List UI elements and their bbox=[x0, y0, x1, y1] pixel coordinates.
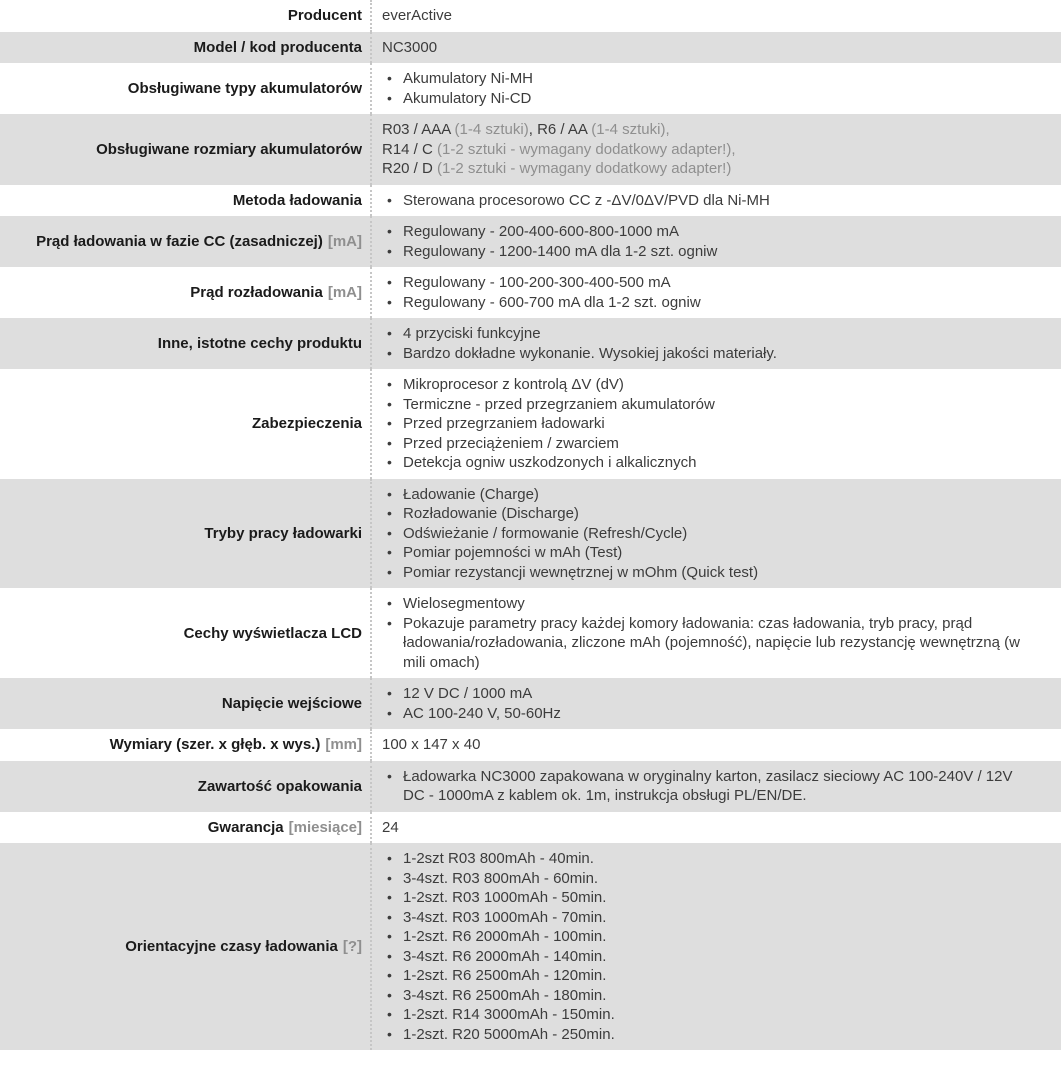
spec-value-text bbox=[403, 614, 1031, 673]
spec-label bbox=[0, 32, 370, 64]
spec-value-segment: 1-2szt. R20 5000mAh - 250min. bbox=[403, 1025, 615, 1043]
spec-label bbox=[0, 678, 370, 729]
spec-label-text: Wymiary (szer. x głęb. x wys.) bbox=[109, 736, 321, 754]
bullet-icon: • bbox=[387, 1025, 392, 1042]
spec-bullet-item bbox=[382, 414, 1031, 434]
spec-label bbox=[0, 0, 370, 32]
spec-label bbox=[0, 63, 370, 114]
spec-label bbox=[0, 216, 370, 267]
spec-value-text bbox=[403, 434, 1031, 454]
spec-label-text: Zabezpieczenia bbox=[251, 415, 362, 433]
spec-label bbox=[0, 812, 370, 844]
bullet-icon: • bbox=[387, 524, 392, 541]
spec-value-segment: Rozładowanie (Discharge) bbox=[403, 505, 579, 522]
spec-bullet-item bbox=[382, 453, 1031, 473]
unit-label: [miesiące] bbox=[288, 818, 362, 836]
spec-label-text: Obsługiwane rozmiary akumulatorów bbox=[96, 140, 362, 158]
spec-value-text bbox=[403, 849, 1031, 869]
bullet-icon: • bbox=[387, 544, 392, 560]
spec-value-segment: Sterowana procesorowo CC z -ΔV/0ΔV/PVD dla Ni-MH bbox=[403, 191, 770, 209]
spec-label-text: Napięcie wejściowe bbox=[221, 695, 362, 712]
bullet-icon: • bbox=[387, 242, 392, 259]
unit-label: [mA] bbox=[327, 233, 362, 250]
spec-value-segment: Regulowany - 1200-1400 mA dla 1-2 szt. ogniw bbox=[403, 242, 718, 260]
spec-bullet-item bbox=[382, 324, 1031, 344]
spec-value-segment: R03 / AAA bbox=[382, 121, 455, 138]
bullet-icon: • bbox=[387, 376, 392, 392]
spec-label-text: Prąd ładowania w fazie CC (zasadniczej) bbox=[36, 233, 323, 250]
spec-value bbox=[370, 114, 1061, 185]
spec-bullet-item bbox=[382, 242, 1031, 262]
spec-value-text bbox=[403, 222, 1031, 242]
spec-bullet-item bbox=[382, 684, 1031, 704]
spec-value bbox=[370, 216, 1061, 267]
spec-value-text bbox=[382, 7, 452, 24]
spec-value-text bbox=[403, 414, 1031, 434]
spec-row bbox=[0, 318, 1061, 369]
spec-bullet-item bbox=[382, 986, 1031, 1006]
bullet-icon: • bbox=[387, 485, 392, 502]
spec-value-segment: Pomiar pojemności w mAh (Test) bbox=[403, 544, 623, 561]
spec-value-segment: Przed przegrzaniem ładowarki bbox=[403, 415, 605, 432]
spec-value-segment: Regulowany - 600-700 mA dla 1-2 szt. ogniw bbox=[403, 293, 701, 311]
bullet-icon: • bbox=[387, 850, 392, 866]
spec-bullet-item bbox=[382, 191, 1031, 211]
spec-value-segment: , R6 / AA bbox=[528, 121, 592, 138]
bullet-icon: • bbox=[387, 908, 392, 925]
spec-label bbox=[0, 318, 370, 369]
bullet-icon: • bbox=[387, 967, 392, 983]
spec-value bbox=[370, 185, 1061, 217]
spec-label bbox=[0, 479, 370, 589]
spec-row bbox=[0, 843, 1061, 1050]
bullet-icon: • bbox=[387, 505, 392, 521]
bullet-icon: • bbox=[387, 344, 392, 361]
bullet-icon: • bbox=[387, 89, 392, 106]
spec-value-text bbox=[382, 736, 480, 753]
spec-row bbox=[0, 63, 1061, 114]
spec-value-segment: Ładowarka NC3000 zapakowana w oryginalny karton, zasilacz sieciowy AC 100-240V / 12V DC - 1000mA z kablem ok. 1m, instrukcja obsługi PL/EN/DE. bbox=[403, 767, 1013, 804]
bullet-icon: • bbox=[387, 563, 392, 580]
spec-bullet-item bbox=[382, 594, 1031, 614]
spec-value-segment: 24 bbox=[382, 818, 399, 836]
spec-value bbox=[370, 32, 1061, 64]
spec-bullet-item bbox=[382, 434, 1031, 454]
spec-value bbox=[370, 267, 1061, 318]
spec-value-text bbox=[403, 324, 1031, 344]
bullet-icon: • bbox=[387, 415, 392, 431]
bullet-icon: • bbox=[387, 767, 392, 784]
spec-text-line bbox=[382, 159, 1031, 179]
spec-value-text bbox=[403, 888, 1031, 908]
spec-row bbox=[0, 114, 1061, 185]
spec-bullet-item bbox=[382, 344, 1031, 364]
spec-bullet-item bbox=[382, 89, 1031, 109]
spec-value-text bbox=[403, 524, 1031, 544]
spec-label-text: Tryby pracy ładowarki bbox=[204, 524, 362, 542]
spec-value bbox=[370, 729, 1061, 761]
spec-value bbox=[370, 588, 1061, 678]
spec-label bbox=[0, 588, 370, 678]
bullet-icon: • bbox=[387, 191, 392, 208]
unit-label: [mm] bbox=[325, 736, 362, 754]
spec-value-segment: 3-4szt. R6 2500mAh - 180min. bbox=[403, 986, 607, 1004]
spec-row bbox=[0, 761, 1061, 812]
spec-value-segment: Odświeżanie / formowanie (Refresh/Cycle) bbox=[403, 524, 688, 542]
spec-value-text bbox=[403, 242, 1031, 262]
spec-value-segment: R20 / D bbox=[382, 160, 438, 177]
spec-label bbox=[0, 369, 370, 479]
spec-value-text bbox=[403, 191, 1031, 211]
spec-value-segment: 1-2szt R03 800mAh - 40min. bbox=[403, 850, 594, 867]
spec-bullet-item bbox=[382, 849, 1031, 869]
spec-value-segment: 4 przyciski funkcyjne bbox=[403, 325, 541, 342]
spec-value-text bbox=[382, 141, 736, 158]
bullet-icon: • bbox=[387, 704, 392, 721]
bullet-icon: • bbox=[387, 685, 392, 701]
spec-value-segment: Pokazuje parametry pracy każdej komory ładowania: czas ładowania, tryb pracy, prąd ładowania/rozładowania, zliczone mAh (pojemność), napięcie lub rezystancję wewnętrzną (w mili omach) bbox=[403, 614, 1020, 671]
spec-bullet-item bbox=[382, 614, 1031, 673]
spec-value-text bbox=[403, 1005, 1031, 1025]
spec-value-segment: Regulowany - 100-200-300-400-500 mA bbox=[403, 274, 671, 291]
spec-value-segment: Akumulatory Ni-MH bbox=[403, 70, 534, 87]
spec-value-segment: Akumulatory Ni-CD bbox=[403, 89, 532, 107]
spec-bullet-item bbox=[382, 395, 1031, 415]
spec-bullet-item bbox=[382, 927, 1031, 947]
spec-label-text: Zawartość opakowania bbox=[197, 777, 362, 795]
spec-value bbox=[370, 318, 1061, 369]
spec-row bbox=[0, 812, 1061, 844]
spec-row bbox=[0, 32, 1061, 64]
spec-bullet-item bbox=[382, 947, 1031, 967]
spec-value-text bbox=[403, 594, 1031, 614]
spec-bullet-item bbox=[382, 222, 1031, 242]
bullet-icon: • bbox=[387, 293, 392, 310]
spec-value-text bbox=[403, 375, 1031, 395]
bullet-icon: • bbox=[387, 869, 392, 886]
spec-value-segment: Pomiar rezystancji wewnętrznej w mOhm (Quick test) bbox=[403, 563, 759, 581]
spec-label bbox=[0, 114, 370, 185]
spec-row bbox=[0, 729, 1061, 761]
spec-bullet-item bbox=[382, 485, 1031, 505]
spec-text-line bbox=[382, 6, 1031, 26]
spec-bullet-item bbox=[382, 1025, 1031, 1045]
spec-text-line bbox=[382, 140, 1031, 160]
spec-value-text bbox=[403, 927, 1031, 947]
spec-value-segment: 1-2szt. R14 3000mAh - 150min. bbox=[403, 1006, 615, 1023]
spec-row bbox=[0, 185, 1061, 217]
spec-bullet-item bbox=[382, 966, 1031, 986]
spec-value bbox=[370, 812, 1061, 844]
spec-value bbox=[370, 0, 1061, 32]
bullet-icon: • bbox=[387, 454, 392, 470]
spec-value-muted-segment: (1-4 sztuki), bbox=[591, 121, 670, 138]
spec-label bbox=[0, 761, 370, 812]
bullet-icon: • bbox=[387, 614, 392, 631]
spec-value bbox=[370, 843, 1061, 1050]
spec-value-text bbox=[403, 273, 1031, 293]
spec-row bbox=[0, 267, 1061, 318]
spec-label-text: Producent bbox=[287, 7, 362, 25]
spec-value-text bbox=[403, 344, 1031, 364]
bullet-icon: • bbox=[387, 395, 392, 412]
spec-value-text bbox=[403, 869, 1031, 889]
spec-text-line bbox=[382, 38, 1031, 58]
bullet-icon: • bbox=[387, 274, 392, 290]
spec-value-segment: 1-2szt. R6 2000mAh - 100min. bbox=[403, 928, 607, 945]
spec-text-line bbox=[382, 818, 1031, 838]
spec-label-text: Model / kod producenta bbox=[193, 38, 362, 56]
spec-bullet-item bbox=[382, 888, 1031, 908]
spec-value-segment: AC 100-240 V, 50-60Hz bbox=[403, 704, 561, 722]
spec-label-text: Metoda ładowania bbox=[232, 191, 362, 209]
spec-bullet-item bbox=[382, 1005, 1031, 1025]
spec-label-text: Inne, istotne cechy produktu bbox=[157, 335, 362, 352]
unit-label: [mA] bbox=[327, 284, 362, 301]
spec-row bbox=[0, 0, 1061, 32]
spec-value-muted-segment: (1-4 sztuki) bbox=[454, 121, 529, 138]
spec-value-segment: Regulowany - 200-400-600-800-1000 mA bbox=[403, 223, 680, 240]
spec-label-text: Orientacyjne czasy ładowania bbox=[125, 938, 338, 955]
help-tooltip-trigger[interactable]: [?] bbox=[342, 938, 362, 955]
spec-label bbox=[0, 267, 370, 318]
spec-value-segment: 3-4szt. R03 800mAh - 60min. bbox=[403, 869, 599, 887]
bullet-icon: • bbox=[387, 434, 392, 451]
spec-bullet-item bbox=[382, 767, 1031, 806]
spec-bullet-item bbox=[382, 908, 1031, 928]
spec-value bbox=[370, 479, 1061, 589]
spec-value bbox=[370, 369, 1061, 479]
bullet-icon: • bbox=[387, 889, 392, 905]
spec-row bbox=[0, 369, 1061, 479]
spec-value-text bbox=[403, 986, 1031, 1006]
bullet-icon: • bbox=[387, 595, 392, 611]
bullet-icon: • bbox=[387, 325, 392, 341]
spec-row bbox=[0, 678, 1061, 729]
spec-value-text bbox=[403, 485, 1031, 505]
spec-label-text: Cechy wyświetlacza LCD bbox=[183, 624, 362, 642]
bullet-icon: • bbox=[387, 986, 392, 1003]
spec-value-segment: Przed przeciążeniem / zwarciem bbox=[403, 434, 619, 452]
spec-value-segment: Detekcja ogniw uszkodzonych i alkalicznych bbox=[403, 454, 697, 471]
spec-value-text bbox=[403, 69, 1031, 89]
spec-value-segment: 100 x 147 x 40 bbox=[382, 736, 481, 753]
spec-label-text: Prąd rozładowania bbox=[190, 284, 323, 301]
spec-value-text bbox=[403, 563, 1031, 583]
spec-value-text bbox=[382, 121, 670, 138]
spec-label-text: Gwarancja bbox=[207, 818, 284, 836]
spec-bullet-item bbox=[382, 293, 1031, 313]
spec-value bbox=[370, 63, 1061, 114]
spec-bullet-item bbox=[382, 504, 1031, 524]
spec-value-text bbox=[382, 819, 399, 836]
spec-value-segment: 1-2szt. R03 1000mAh - 50min. bbox=[403, 889, 607, 906]
spec-bullet-item bbox=[382, 563, 1031, 583]
spec-value-segment: Termiczne - przed przegrzaniem akumulatorów bbox=[403, 395, 715, 413]
spec-row bbox=[0, 588, 1061, 678]
spec-row bbox=[0, 479, 1061, 589]
spec-value-segment: NC3000 bbox=[382, 38, 438, 56]
spec-value-text bbox=[403, 395, 1031, 415]
spec-value-text bbox=[403, 947, 1031, 967]
spec-text-line bbox=[382, 120, 1031, 140]
spec-value-segment: 3-4szt. R03 1000mAh - 70min. bbox=[403, 908, 607, 926]
spec-row bbox=[0, 216, 1061, 267]
spec-value-muted-segment: (1-2 sztuki - wymagany dodatkowy adapter!) bbox=[437, 160, 732, 177]
spec-bullet-item bbox=[382, 869, 1031, 889]
spec-value-text bbox=[403, 89, 1031, 109]
bullet-icon: • bbox=[387, 70, 392, 86]
spec-label bbox=[0, 185, 370, 217]
bullet-icon: • bbox=[387, 947, 392, 964]
bullet-icon: • bbox=[387, 928, 392, 944]
spec-value-text bbox=[403, 1025, 1031, 1045]
spec-bullet-item bbox=[382, 375, 1031, 395]
bullet-icon: • bbox=[387, 223, 392, 239]
spec-label bbox=[0, 729, 370, 761]
spec-bullet-item bbox=[382, 273, 1031, 293]
spec-value-text bbox=[403, 704, 1031, 724]
spec-value-text bbox=[382, 160, 731, 177]
spec-value-segment: Ładowanie (Charge) bbox=[403, 485, 539, 503]
spec-value-segment: 3-4szt. R6 2000mAh - 140min. bbox=[403, 947, 607, 965]
spec-value-segment: Mikroprocesor z kontrolą ΔV (dV) bbox=[403, 376, 624, 393]
spec-value-text bbox=[403, 767, 1031, 806]
spec-value-text bbox=[403, 504, 1031, 524]
spec-value-text bbox=[382, 39, 437, 56]
spec-value-text bbox=[403, 543, 1031, 563]
spec-label bbox=[0, 843, 370, 1050]
spec-bullet-item bbox=[382, 524, 1031, 544]
spec-value bbox=[370, 678, 1061, 729]
spec-value bbox=[370, 761, 1061, 812]
spec-value-segment: R14 / C bbox=[382, 140, 438, 158]
spec-bullet-item bbox=[382, 69, 1031, 89]
spec-text-line bbox=[382, 735, 1031, 755]
bullet-icon: • bbox=[387, 1006, 392, 1022]
spec-value-muted-segment: (1-2 sztuki - wymagany dodatkowy adapter!), bbox=[437, 140, 736, 158]
spec-bullet-item bbox=[382, 543, 1031, 563]
spec-value-segment: Bardzo dokładne wykonanie. Wysokiej jakości materiały. bbox=[403, 344, 777, 362]
spec-value-segment: Wielosegmentowy bbox=[403, 595, 525, 612]
spec-value-text bbox=[403, 453, 1031, 473]
spec-value-text bbox=[403, 684, 1031, 704]
spec-bullet-item bbox=[382, 704, 1031, 724]
spec-value-segment: 1-2szt. R6 2500mAh - 120min. bbox=[403, 967, 607, 984]
spec-value-text bbox=[403, 908, 1031, 928]
spec-value-segment: everActive bbox=[382, 7, 453, 24]
spec-value-text bbox=[403, 293, 1031, 313]
spec-value-text bbox=[403, 966, 1031, 986]
spec-label-text: Obsługiwane typy akumulatorów bbox=[127, 80, 362, 97]
spec-value-segment: 12 V DC / 1000 mA bbox=[403, 685, 533, 702]
